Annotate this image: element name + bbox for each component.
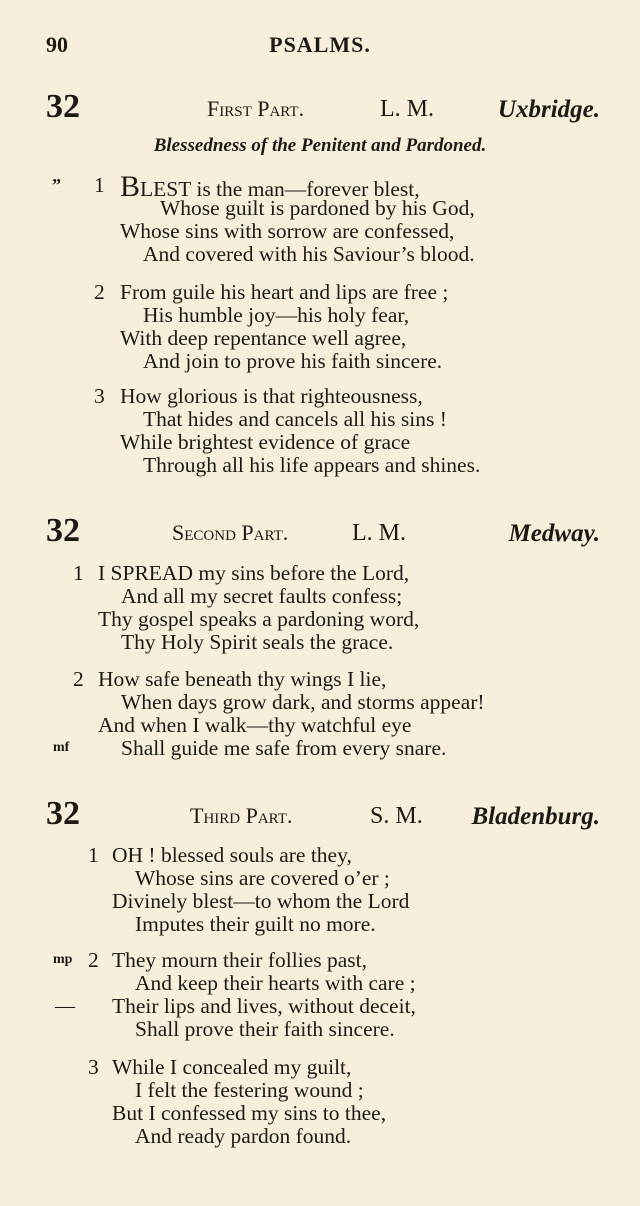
verse-line: And all my secret faults confess; [121,584,403,608]
hymn-heading-second-part [0,512,640,552]
verse-line: Whose guilt is pardoned by his God, [160,196,475,220]
verse-line: But I confessed my sins to thee, [112,1101,387,1125]
hymn-meter: S. M. [370,803,423,829]
verse-number: 2 [73,667,84,691]
verse-line: I felt the festering wound ; [135,1078,364,1102]
verse-line: Imputes their guilt no more. [135,912,376,936]
verse-line: Through all his life appears and shines. [143,453,481,477]
verse-line: And ready pardon found. [135,1124,352,1148]
verse-line: Shall prove their faith sincere. [135,1017,395,1041]
verse-number: 2 [88,948,99,972]
hymn-mark: ” [52,175,61,195]
hymn-meter: L. M. [380,96,434,122]
verse-line: And join to prove his faith sincere. [143,349,443,373]
verse-line: Thy Holy Spirit seals the grace. [121,630,394,654]
hymn-tune: Bladenburg. [471,803,600,830]
verse-number: 1 [88,843,99,867]
verse-line: BLEST is the man—forever blest, [120,170,420,203]
verse-line: OH ! blessed souls are they, [112,843,352,867]
hymn-number: 32 [46,512,80,549]
verse-line: I SPREAD my sins before the Lord, [98,561,410,585]
running-head [0,32,640,60]
verse-number: 1 [73,561,84,585]
hymn-part: Third Part. [190,803,293,828]
verse-line: How glorious is that righteousness, [120,384,423,408]
hymn-number: 32 [46,88,80,125]
verse-line: From guile his heart and lips are free ; [120,280,449,304]
hymn-subtitle: Blessedness of the Penitent and Pardoned. [153,135,487,156]
running-title: PSALMS. [269,32,371,57]
verse-line: Divinely blest—to whom the Lord [112,889,410,913]
verse-line: Whose sins with sorrow are confessed, [120,219,455,243]
hymn-part: Second Part. [172,520,289,545]
dash-mark: — [55,995,75,1017]
verse-line: Shall guide me safe from every snare. [121,736,447,760]
verse-line: And keep their hearts with care ; [135,971,416,995]
verse-line: That hides and cancels all his sins ! [143,407,447,431]
verse-line: Their lips and lives, without deceit, [112,994,416,1018]
verse-line: Whose sins are covered o’er ; [135,866,390,890]
verse-line: And covered with his Saviour’s blood. [143,242,475,266]
hymn-number: 32 [46,795,80,832]
verse-line: When days grow dark, and storms appear! [121,690,485,714]
page-number: 90 [46,32,68,57]
verse-line: They mourn their follies past, [112,948,367,972]
verse-line: Thy gospel speaks a pardoning word, [98,607,420,631]
dynamic-mark: mp [53,952,73,967]
verse-number: 3 [94,384,105,408]
verse-line: While brightest evidence of grace [120,430,411,454]
verse-line: While I concealed my guilt, [112,1055,352,1079]
verse-line: And when I walk—thy watchful eye [98,713,412,737]
hymn-heading-first-part [0,88,640,128]
verse-number: 3 [88,1055,99,1079]
verse-number: 1 [94,173,105,197]
verse-line: His humble joy—his holy fear, [143,303,410,327]
verse-line: With deep repentance well agree, [120,326,407,350]
hymn-meter: L. M. [352,520,406,546]
drop-cap: B [120,170,141,203]
hymn-tune: Uxbridge. [497,96,600,123]
hymn-part: First Part. [207,96,305,121]
verse-number: 2 [94,280,105,304]
verse-line: How safe beneath thy wings I lie, [98,667,387,691]
hymn-heading-third-part [0,795,640,835]
dynamic-mark: mf [53,740,70,755]
hymn-tune: Medway. [508,520,600,547]
